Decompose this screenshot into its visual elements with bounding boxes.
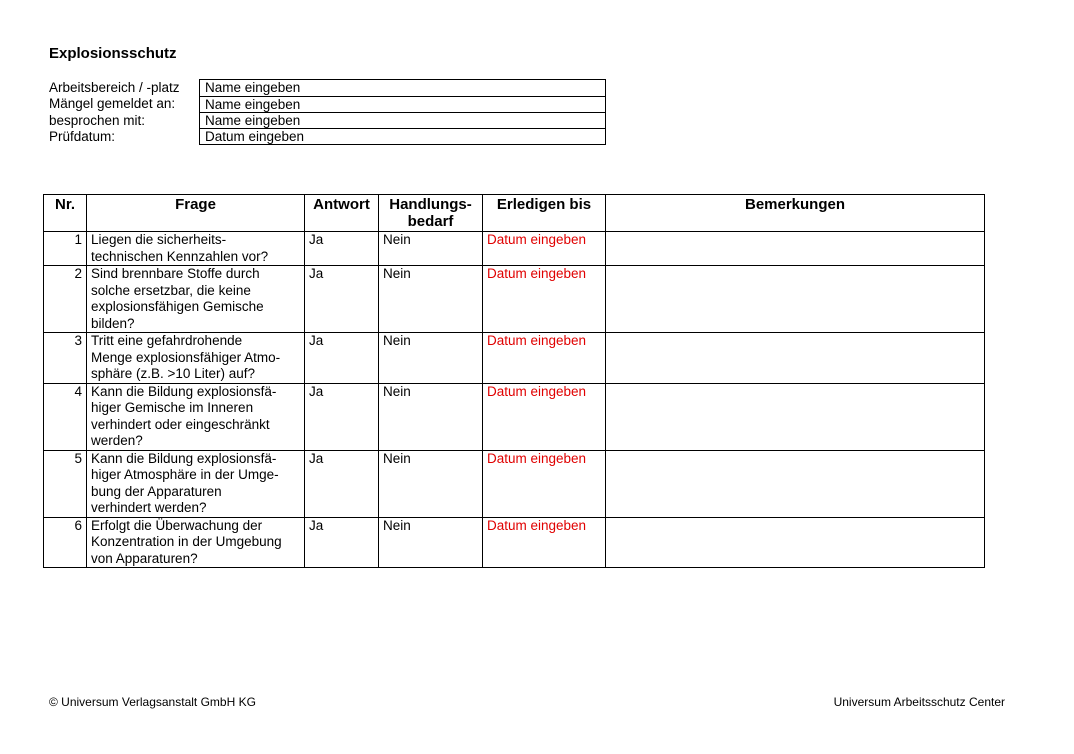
table-header-row: [44, 195, 985, 232]
question-text: Kann die Bildung explosionsfä- higer Gemische im Inneren verhindert oder eingeschränkt werden?: [87, 383, 305, 450]
info-label-pruefdatum: Prüfdatum:: [49, 129, 116, 144]
page-title: Explosionsschutz: [49, 45, 177, 62]
remarks-cell[interactable]: [606, 383, 985, 450]
table-row: [44, 266, 985, 333]
table-row: [44, 333, 985, 384]
remarks-cell[interactable]: [606, 266, 985, 333]
answer-cell[interactable]: Ja: [305, 383, 379, 450]
due-date-cell[interactable]: Datum eingeben: [483, 232, 606, 266]
footer-company: Universum Arbeitsschutz Center: [833, 695, 1005, 709]
remarks-cell[interactable]: [606, 450, 985, 517]
question-text: Tritt eine gefahrdrohende Menge explosionsfähiger Atmo- sphäre (z.B. >10 Liter) auf?: [87, 333, 305, 384]
due-date-cell[interactable]: Datum eingeben: [483, 383, 606, 450]
arbeitsbereich-field[interactable]: Name eingeben: [199, 79, 606, 96]
column-header-handlungsbedarf: Handlungs- bedarf: [379, 195, 483, 232]
action-needed-cell[interactable]: Nein: [379, 517, 483, 568]
question-text: Erfolgt die Überwachung der Konzentration in der Umgebung von Apparaturen?: [87, 517, 305, 568]
table-row: [44, 450, 985, 517]
action-needed-cell[interactable]: Nein: [379, 383, 483, 450]
answer-cell[interactable]: Ja: [305, 232, 379, 266]
row-number: 5: [44, 450, 87, 517]
action-needed-cell[interactable]: Nein: [379, 450, 483, 517]
column-header-nr: Nr.: [44, 195, 87, 232]
action-needed-cell[interactable]: Nein: [379, 266, 483, 333]
table-row: [44, 383, 985, 450]
column-header-bemerkungen: Bemerkungen: [606, 195, 985, 232]
remarks-cell[interactable]: [606, 232, 985, 266]
row-number: 3: [44, 333, 87, 384]
remarks-cell[interactable]: [606, 333, 985, 384]
due-date-cell[interactable]: Datum eingeben: [483, 517, 606, 568]
question-text: Kann die Bildung explosionsfä- higer Atmosphäre in der Umge- bung der Apparaturen verhindert werden?: [87, 450, 305, 517]
answer-cell[interactable]: Ja: [305, 333, 379, 384]
checklist-table: [43, 194, 985, 568]
due-date-cell[interactable]: Datum eingeben: [483, 333, 606, 384]
row-number: 6: [44, 517, 87, 568]
answer-cell[interactable]: Ja: [305, 450, 379, 517]
question-text: Liegen die sicherheits- technischen Kennzahlen vor?: [87, 232, 305, 266]
row-number: 1: [44, 232, 87, 266]
pruefdatum-field[interactable]: Datum eingeben: [199, 128, 606, 145]
column-header-erledigen: Erledigen bis: [483, 195, 606, 232]
action-needed-cell[interactable]: Nein: [379, 333, 483, 384]
info-label-maengel: Mängel gemeldet an:: [49, 96, 176, 111]
row-number: 4: [44, 383, 87, 450]
footer-copyright: © Universum Verlagsanstalt GmbH KG: [49, 695, 256, 709]
table-row: [44, 232, 985, 266]
maengel-field[interactable]: Name eingeben: [199, 96, 606, 112]
question-text: Sind brennbare Stoffe durch solche ersetzbar, die keine explosionsfähigen Gemische bilden?: [87, 266, 305, 333]
row-number: 2: [44, 266, 87, 333]
action-needed-cell[interactable]: Nein: [379, 232, 483, 266]
remarks-cell[interactable]: [606, 517, 985, 568]
besprochen-field[interactable]: Name eingeben: [199, 112, 606, 128]
info-label-arbeitsbereich: Arbeitsbereich / -platz: [49, 80, 180, 95]
due-date-cell[interactable]: Datum eingeben: [483, 266, 606, 333]
due-date-cell[interactable]: Datum eingeben: [483, 450, 606, 517]
answer-cell[interactable]: Ja: [305, 517, 379, 568]
table-row: [44, 517, 985, 568]
answer-cell[interactable]: Ja: [305, 266, 379, 333]
column-header-antwort: Antwort: [305, 195, 379, 232]
info-label-besprochen: besprochen mit:: [49, 113, 146, 128]
column-header-frage: Frage: [87, 195, 305, 232]
